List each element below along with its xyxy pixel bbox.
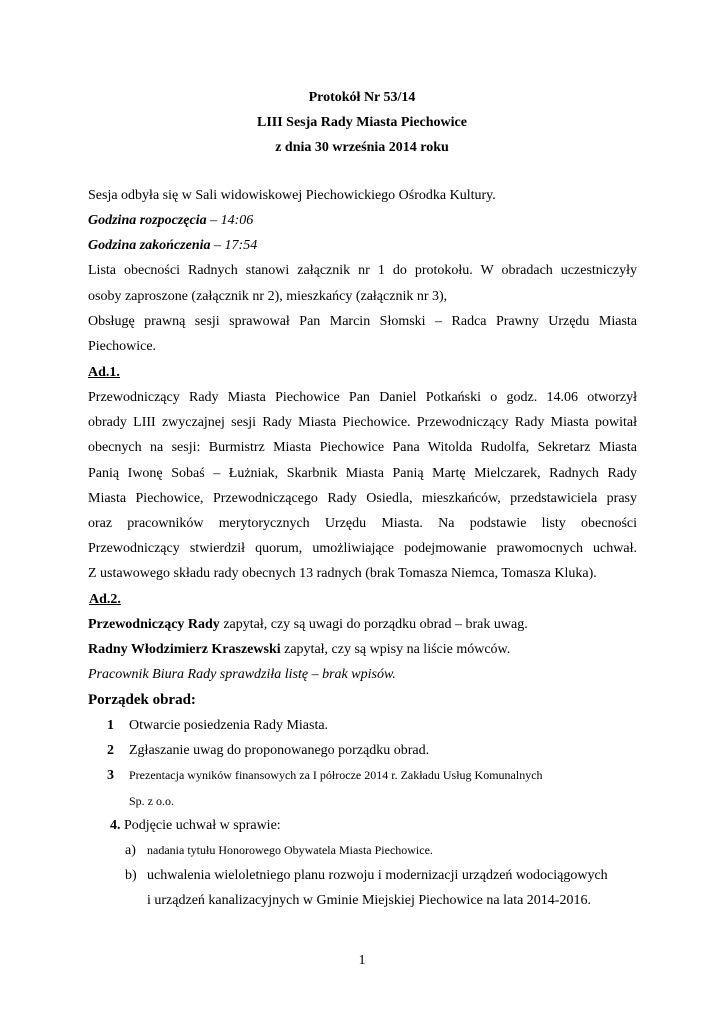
agenda-item (107, 718, 328, 734)
agenda-item-4-number: 4. (110, 818, 121, 833)
agenda-item-continuation: Sp. z o.o. (129, 794, 174, 808)
councillor-name: Radny Włodzimierz Kraszewski (88, 642, 281, 657)
agenda-subitem-a (125, 843, 433, 859)
agenda-item (107, 768, 543, 784)
councillor-question-line (88, 642, 510, 658)
subitem-letter: b) (125, 868, 137, 883)
agenda-heading: Porządek obrad: (88, 692, 196, 708)
subitem-text: nadania tytułu Honorowego Obywatela Miasta Piechowice. (147, 843, 433, 857)
ad1-line: Przewodniczący stwierdził quorum, umożliwiające podejmowanie prawomocnych uchwał. (88, 541, 637, 556)
subitem-letter: a) (125, 843, 136, 858)
end-time-value: – 17:54 (210, 238, 258, 253)
ad1-line: oraz pracowników merytorycznych Urzędu Miasta. Na podstawie listy obecności (88, 516, 637, 531)
agenda-item-number: 3 (107, 768, 114, 783)
subitem-text: uchwalenia wieloletniego planu rozwoju i modernizacji urządzeń wodociągowych (147, 868, 608, 883)
agenda-item-text: Otwarcie posiedzenia Rady Miasta. (129, 718, 329, 733)
legal-line-1: Obsługę prawną sesji sprawował Pan Marcin Słomski – Radca Prawny Urzędu Miasta (88, 314, 637, 329)
ad1-line: Miasta Piechowice, Przewodniczącego Rady Osiedla, mieszkańców, przedstawiciela prasy (88, 491, 637, 506)
ad1-line: obrady LIII zwyczajnej sesji Rady Miasta Piechowice. Przewodniczący Rady Miasta powitał (88, 415, 637, 430)
agenda-item-number: 2 (107, 743, 114, 758)
office-note: Pracownik Biura Rady sprawdziła listę – brak wpisów. (88, 667, 396, 682)
chair-question-line (88, 617, 528, 633)
councillor-text: zapytał, czy są wpisy na liście mówców. (280, 642, 511, 657)
ad1-last-line: Z ustawowego składu rady obecnych 13 radnych (brak Tomasza Niemca, Tomasza Kluka). (88, 566, 597, 581)
agenda-subitem-b-continuation: i urządzeń kanalizacyjnych w Gminie Miejskiej Piechowice na lata 2014-2016. (147, 893, 591, 908)
start-time-value: – 14:06 (206, 213, 254, 228)
agenda-item-text: Zgłaszanie uwag do proponowanego porządku obrad. (129, 743, 430, 758)
end-time-line (88, 238, 257, 254)
agenda-item-4 (110, 818, 281, 834)
legal-line-2: Piechowice. (88, 339, 157, 354)
location-line: Sesja odbyła się w Sali widowiskowej Piechowickiego Ośrodka Kultury. (88, 188, 496, 203)
ad1-line: Przewodniczący Rady Miasta Piechowice Pan Daniel Potkański o godz. 14.06 otworzył (88, 390, 637, 405)
session-title: LIII Sesja Rady Miasta Piechowice (257, 115, 467, 130)
chair-text: zapytał, czy są uwagi do porządku obrad – brak uwag. (219, 617, 528, 632)
attendance-line-2: osoby zaproszone (załącznik nr 2), mieszkańcy (załącznik nr 3), (88, 289, 448, 304)
end-time-label: Godzina zakończenia (88, 238, 211, 253)
agenda-item (107, 743, 429, 759)
ad2-heading: Ad.2. (89, 592, 121, 607)
ad1-line: Panią Iwonę Sobaś – Łużniak, Skarbnik Miasta Panią Martę Mielczarek, Radnych Rady (88, 466, 637, 481)
page-number: 1 (358, 953, 366, 968)
attendance-line-1: Lista obecności Radnych stanowi załącznik nr 1 do protokołu. W obradach uczestniczyły (88, 263, 637, 278)
agenda-item-text: Prezentacja wyników finansowych za I półrocze 2014 r. Zakładu Usług Komunalnych (129, 768, 543, 782)
start-time-label: Godzina rozpoczęcia (88, 213, 207, 228)
start-time-line (88, 213, 253, 229)
agenda-item-4-text: Podjęcie uchwał w sprawie: (120, 818, 281, 833)
protocol-number: Protokół Nr 53/14 (308, 90, 416, 105)
ad1-line: obecnych na sesji: Burmistrz Miasta Piechowice Pana Witolda Rudolfa, Sekretarz Miasta (88, 440, 637, 455)
session-date: z dnia 30 września 2014 roku (275, 140, 449, 155)
agenda-item-number: 1 (107, 718, 114, 733)
agenda-subitem-b (125, 868, 608, 884)
chair-name: Przewodniczący Rady (88, 617, 220, 632)
ad1-heading: Ad.1. (88, 365, 120, 380)
